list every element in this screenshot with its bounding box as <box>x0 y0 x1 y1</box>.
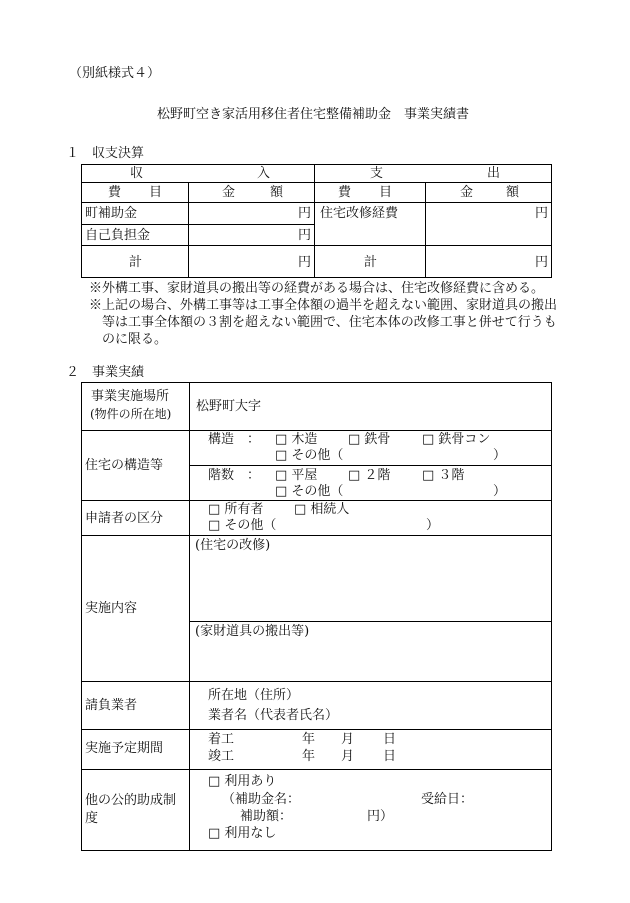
period-end-month: 月 <box>341 749 355 764</box>
income-amount-header-2: 額 <box>270 185 284 200</box>
yen-unit: 円 <box>535 255 549 270</box>
period-start-year: 年 <box>302 732 316 747</box>
yen-unit: 円 <box>298 255 312 270</box>
content-removal-sublabel: (家財道具の搬出等) <box>195 624 310 639</box>
content-renovation-sublabel: (住宅の改修) <box>195 538 271 553</box>
yen-unit: 円 <box>298 206 312 221</box>
income-expense-table <box>81 164 552 278</box>
checkbox-aid-none[interactable]: □ 利用なし <box>208 826 277 841</box>
note-1: ※外構工事、家財道具の搬出等の経費がある場合は、住宅改修経費に含める。 <box>89 281 545 296</box>
structure-label: 住宅の構造等 <box>85 458 164 473</box>
content-label: 実施内容 <box>85 601 138 616</box>
expense-total-label: 計 <box>364 255 378 270</box>
expense-amount-header-1: 金 <box>460 185 474 200</box>
applicant-other-close: ） <box>426 518 440 533</box>
structure-type-label: 構造 ： <box>208 432 261 447</box>
floors-label: 階数 ： <box>208 468 261 483</box>
structure-other-close: ） <box>493 448 507 463</box>
period-end-label: 竣工 <box>208 749 235 764</box>
income-item-header-2: 目 <box>149 185 163 200</box>
expense-row-renovation: 住宅改修経費 <box>320 206 399 221</box>
income-row-self-pay: 自己負担金 <box>85 228 151 243</box>
aid-name-label: （補助金名： <box>222 792 301 807</box>
document-title: 松野町空き家活用移住者住宅整備補助金 事業実績書 <box>157 107 470 122</box>
checkbox-wood[interactable]: □ 木造 <box>275 432 318 447</box>
yen-unit: 円 <box>298 228 312 243</box>
checkbox-aid-used[interactable]: □ 利用あり <box>208 774 277 789</box>
checkbox-steel-concrete[interactable]: □ 鉄骨コン <box>422 432 491 447</box>
checkbox-one-story[interactable]: □ 平屋 <box>275 468 318 483</box>
section1-heading: １ 収支決算 <box>66 146 145 161</box>
period-start-month: 月 <box>341 732 355 747</box>
contractor-address: 所在地（住所） <box>208 688 300 703</box>
yen-unit: 円 <box>535 206 549 221</box>
income-amount-header-1: 金 <box>222 185 236 200</box>
floors-other-close: ） <box>493 484 507 499</box>
aid-amount-label: 補助額： <box>240 809 293 824</box>
note-2-cont2: のに限る。 <box>102 332 168 347</box>
expense-item-header-1: 費 <box>338 185 352 200</box>
contractor-label: 請負業者 <box>85 698 138 713</box>
period-start-day: 日 <box>383 732 397 747</box>
location-value: 松野町大字 <box>196 399 262 414</box>
checkbox-structure-other[interactable]: □ その他（ <box>275 448 344 463</box>
checkbox-two-story[interactable]: □ ２階 <box>348 468 391 483</box>
income-item-header-1: 費 <box>108 185 122 200</box>
project-results-table <box>81 382 552 851</box>
form-code: （別紙様式４） <box>69 66 161 81</box>
section2-heading: ２ 事業実績 <box>66 365 145 380</box>
income-header-char1: 収 <box>130 166 144 181</box>
contractor-name: 業者名（代表者氏名） <box>208 708 339 723</box>
income-row-subsidy: 町補助金 <box>85 206 138 221</box>
other-aid-label-cont: 度 <box>85 811 99 826</box>
period-start-label: 着工 <box>208 732 235 747</box>
checkbox-owner[interactable]: □ 所有者 <box>208 502 264 517</box>
income-total-label: 計 <box>129 255 143 270</box>
checkbox-three-story[interactable]: □ ３階 <box>422 468 465 483</box>
expense-amount-header-2: 額 <box>506 185 520 200</box>
checkbox-steel[interactable]: □ 鉄骨 <box>348 432 391 447</box>
expense-item-header-2: 目 <box>379 185 393 200</box>
checkbox-applicant-other[interactable]: □ その他（ <box>208 518 277 533</box>
period-end-day: 日 <box>383 749 397 764</box>
note-2-cont: 等は工事全体額の３割を超えない範囲で、住宅本体の改修工事と併せて行うも <box>102 315 557 330</box>
location-sublabel: (物件の所在地) <box>90 407 172 421</box>
other-aid-label: 他の公的助成制 <box>85 793 177 808</box>
period-end-year: 年 <box>302 749 316 764</box>
aid-amount-yen: 円） <box>367 809 394 824</box>
expense-header-char1: 支 <box>370 166 384 181</box>
period-label: 実施予定期間 <box>85 741 164 756</box>
applicant-label: 申請者の区分 <box>85 511 164 526</box>
aid-date-label: 受給日： <box>421 792 474 807</box>
checkbox-floors-other[interactable]: □ その他（ <box>275 484 344 499</box>
income-header-char2: 入 <box>257 166 271 181</box>
location-label: 事業実施場所 <box>91 389 170 404</box>
expense-header-char2: 出 <box>487 166 501 181</box>
checkbox-heir[interactable]: □ 相続人 <box>294 502 350 517</box>
note-2: ※上記の場合、外構工事等は工事全体額の過半を超えない範囲、家財道具の搬出 <box>89 298 558 313</box>
